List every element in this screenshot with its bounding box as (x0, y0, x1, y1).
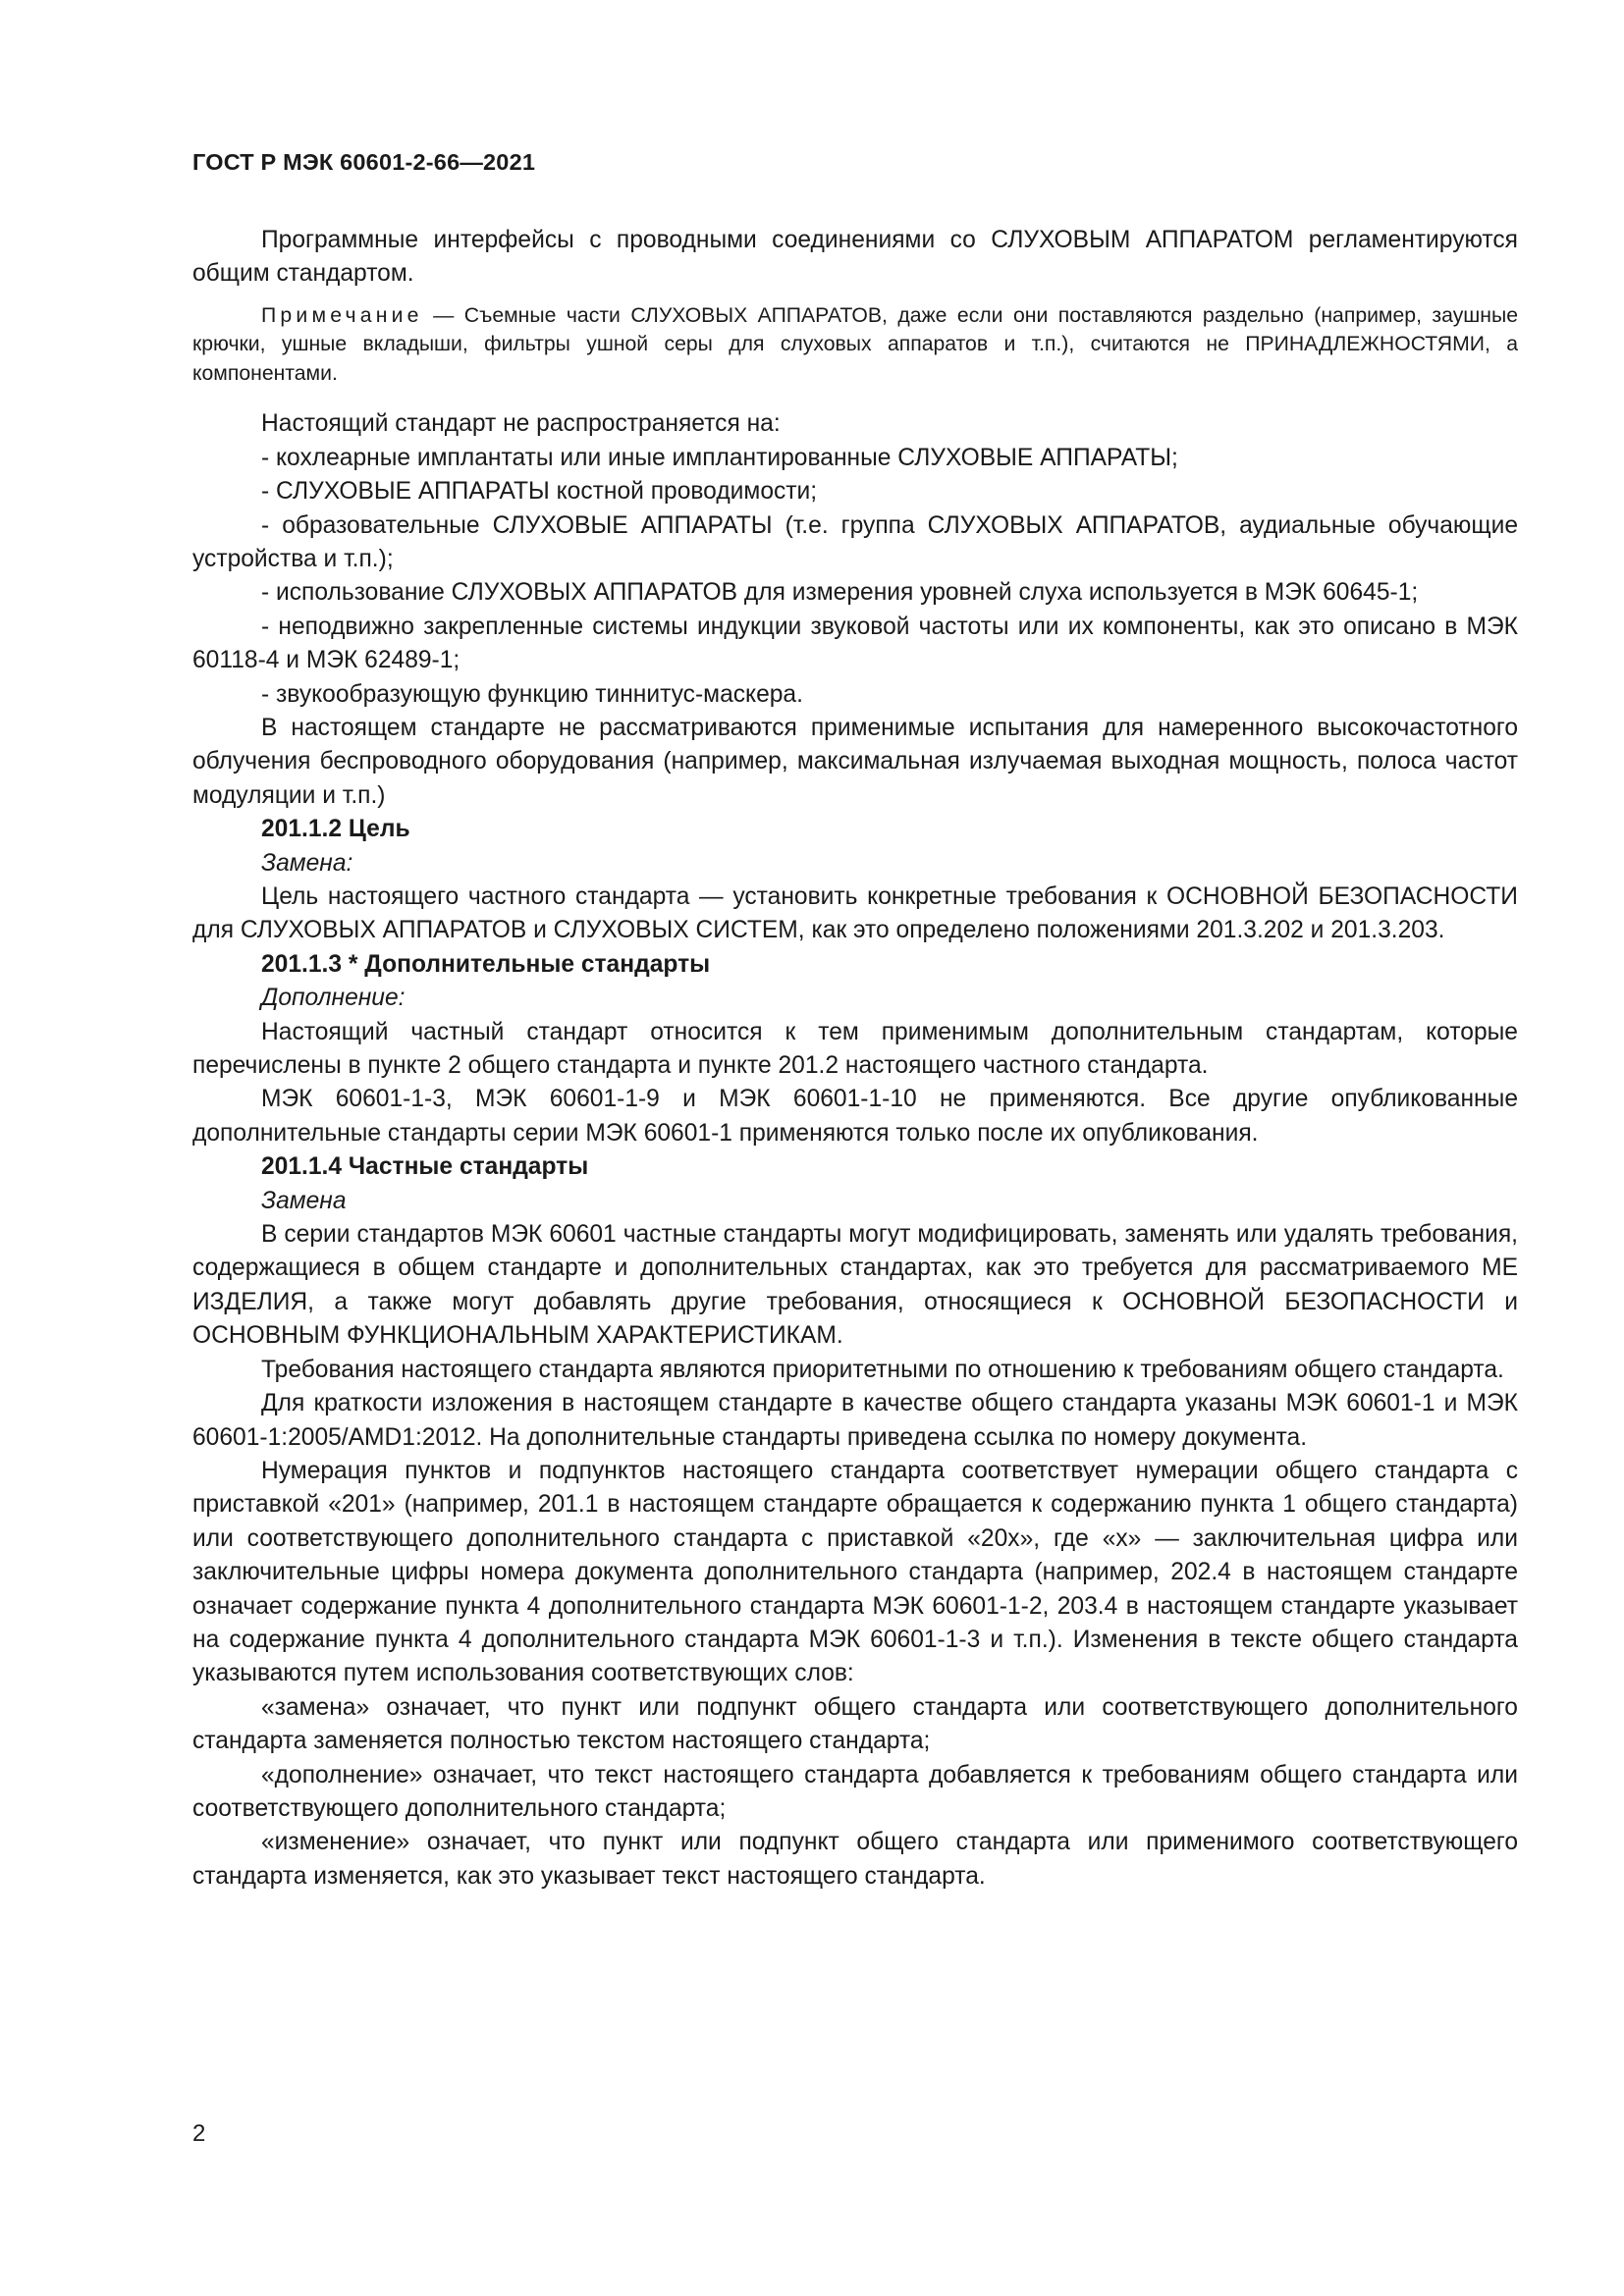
page-number: 2 (192, 2120, 206, 2147)
document-body (192, 224, 1518, 1894)
paragraph-particular-5: «замена» означает, что пункт или подпункт общего стандарта или соответствующего дополнительного стандарта заменяется полностью текстом настоящего стандарта; (192, 1693, 1518, 1755)
scope-list-item: - образовательные СЛУХОВЫЕ АППАРАТЫ (т.е. группа СЛУХОВЫХ АППАРАТОВ, аудиальные обучающие устройства и т.п.); (192, 511, 1518, 572)
paragraph-particular-6: «дополнение» означает, что текст настоящего стандарта добавляется к требованиям общего стандарта или соответствующего дополнительного стандарта; (192, 1761, 1518, 1822)
paragraph-collateral-2: МЭК 60601-1-3, МЭК 60601-1-9 и МЭК 60601-1-10 не применяются. Все другие опубликованные дополнительные стандарты серии МЭК 60601-1 применяются только после их опубликования. (192, 1086, 1518, 1147)
paragraph-particular-7: «изменение» означает, что пункт или подпункт общего стандарта или применимого соответствующего стандарта изменяется, как это указывает текст настоящего стандарта. (192, 1829, 1518, 1890)
section-heading-201-1-3: 201.1.3 * Дополнительные стандарты (261, 950, 711, 978)
paragraph-rf-exclusion: В настоящем стандарте не рассматриваются применимые испытания для намеренного высокочастотного облучения беспроводного оборудования (например, максимальная излучаемая выходная мощность, полоса частот модуляции и т.п.) (192, 714, 1518, 809)
paragraph-collateral-1: Настоящий частный стандарт относится к тем применимым дополнительным стандартам, которые перечислены в пункте 2 общего стандарта и пункте 201.2 настоящего частного стандарта. (192, 1018, 1518, 1080)
scope-list-item: - кохлеарные имплантаты или иные имплантированные СЛУХОВЫЕ АППАРАТЫ; (261, 444, 1178, 471)
document-header: ГОСТ Р МЭК 60601-2-66—2021 (192, 149, 536, 175)
paragraph-purpose: Цель настоящего частного стандарта — установить конкретные требования к ОСНОВНОЙ БЕЗОПАСНОСТИ для СЛУХОВЫХ АППАРАТОВ и СЛУХОВЫХ СИСТЕМ, как это определено положениями 201.3.202 и 201.3.203. (192, 883, 1518, 944)
scope-list-item: - неподвижно закрепленные системы индукции звуковой частоты или их компоненты, как это описано в МЭК 60118-4 и МЭК 62489-1; (192, 613, 1518, 674)
paragraph-scope-intro: Настоящий стандарт не распространяется на: (261, 410, 781, 438)
note-paragraph (192, 301, 1518, 389)
paragraph-particular-1: В серии стандартов МЭК 60601 частные стандарты могут модифицировать, заменять или удалять требования, содержащиеся в общем стандарте и дополнительных стандартах, как это требуется для рассматриваемого МЕ ИЗДЕЛИЯ, а также могут добавлять другие требования, относящиеся к ОСНОВНОЙ БЕЗОПАСНОСТИ и ОСНОВНЫМ ФУНКЦИОНАЛЬНЫМ ХАРАКТЕРИСТИКАМ. (192, 1221, 1518, 1350)
section-qualifier: Замена: (261, 849, 353, 877)
section-qualifier: Дополнение: (261, 985, 406, 1012)
section-qualifier: Замена (261, 1187, 347, 1214)
section-heading-201-1-2: 201.1.2 Цель (261, 816, 410, 843)
scope-list-item: - использование СЛУХОВЫХ АППАРАТОВ для измерения уровней слуха используется в МЭК 60645-1; (261, 579, 1419, 607)
note-label: Примечание (261, 303, 423, 327)
scope-list-item: - звукообразующую функцию тиннитус-маскера. (261, 680, 803, 708)
section-heading-201-1-4: 201.1.4 Частные стандарты (261, 1153, 589, 1181)
paragraph-particular-4: Нумерация пунктов и подпунктов настоящего стандарта соответствует нумерации общего стандарта с приставкой «201» (например, 201.1 в настоящем стандарте обращается к содержанию пункта 1 общего стандарта) или соответствующего дополнительного стандарта с приставкой «20x», где «x» — заключительная цифра или заключительные цифры номера документа дополнительного стандарта (например, 202.4 в настоящем стандарте означает содержание пункта 4 дополнительного стандарта МЭК 60601-1-2, 203.4 в настоящем стандарте указывает на содержание пункта 4 дополнительного стандарта МЭК 60601-1-3 и т.п.). Изменения в тексте общего стандарта указываются путем использования соответствующих слов: (192, 1457, 1518, 1687)
paragraph-interfaces: Программные интерфейсы с проводными соединениями со СЛУХОВЫМ АППАРАТОМ регламентируются общим стандартом. (192, 227, 1518, 288)
paragraph-particular-3: Для краткости изложения в настоящем стандарте в качестве общего стандарта указаны МЭК 60601-1 и МЭК 60601-1:2005/AMD1:2012. На дополнительные стандарты приведена ссылка по номеру документа. (192, 1390, 1518, 1451)
paragraph-particular-2: Требования настоящего стандарта являются приоритетными по отношению к требованиям общего стандарта. (261, 1356, 1504, 1383)
note-text: — Съемные части СЛУХОВЫХ АППАРАТОВ, даже если они поставляются раздельно (например, заушные крючки, ушные вкладыши, фильтры ушной серы для слуховых аппаратов и т.п.), считаются не ПРИНАДЛЕЖНОСТЯМИ, а компонентами. (192, 303, 1518, 385)
scope-list-item: - СЛУХОВЫЕ АППАРАТЫ костной проводимости; (261, 478, 818, 506)
